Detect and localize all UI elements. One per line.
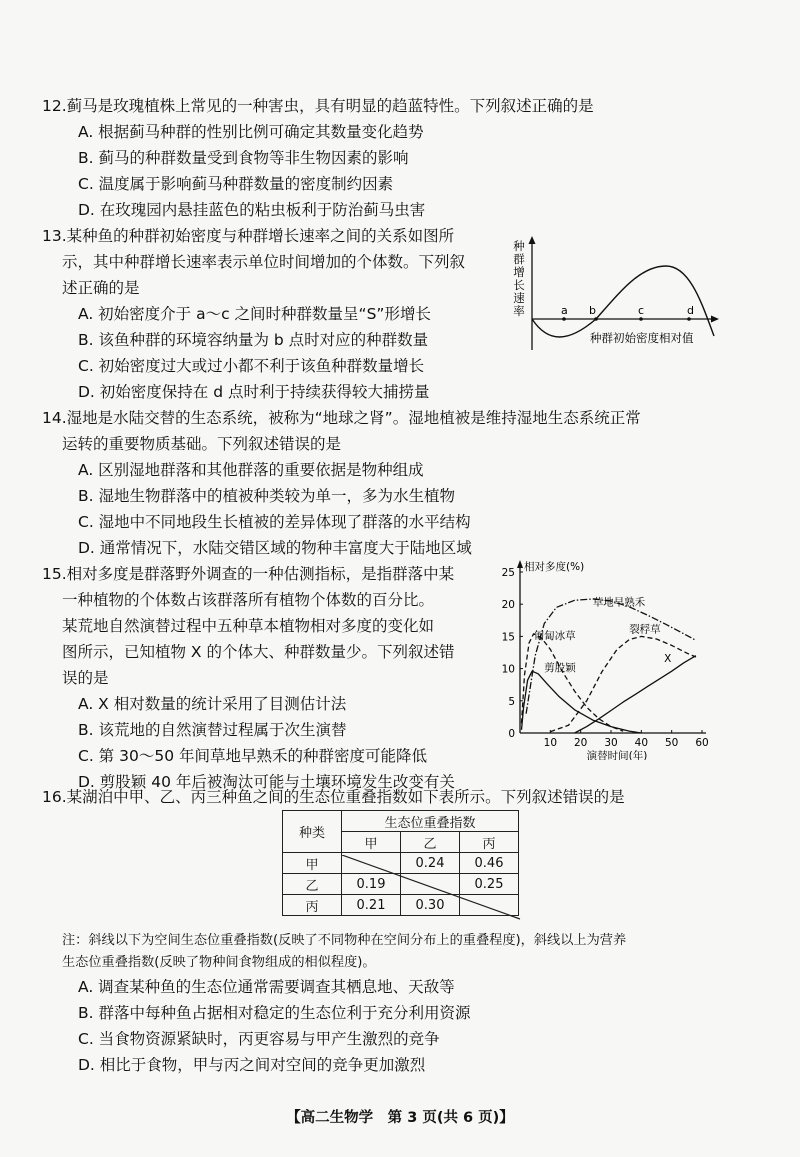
q15-stem-line1: 15.相对多度是群落野外调查的一种估测指标，是指群落中某 [42,565,455,583]
q14-option-a: A. 区别湿地群落和其他群落的重要依据是物种组成 [78,461,424,479]
q13-point-d-dot [687,317,691,321]
series-label-2: 匍匐冰草 [533,629,576,642]
q16-option-c: C. 当食物资源紧缺时，丙更容易与甲产生激烈的竞争 [78,1030,440,1048]
q13-point-a-label: a [561,304,568,317]
table-cell: 0.21 [342,895,401,916]
table-row-label: 乙 [283,874,342,895]
q13-option-d: D. 初始密度保持在 d 点时利于持续获得较大捕捞量 [78,383,430,401]
series-label-5: X [664,653,672,666]
q13-y-label: 种群增长速率 [513,239,525,318]
table-cell: 0.19 [342,874,401,895]
q16-option-b: B. 群落中每种鱼占据相对稳定的生态位利于充分利用资源 [78,1004,471,1022]
q15-stem-line5: 误的是 [62,669,109,687]
q13-y-arrow [529,236,536,244]
q14-option-d: D. 通常情况下，水陆交错区域的物种丰富度大于陆地区域 [78,539,472,557]
y-axis-arrow [517,560,523,568]
series-label-1: 草地早熟禾 [592,596,646,609]
y-tick-label: 15 [501,631,515,644]
q12-stem: 12.蓟马是玫瑰植株上常见的一种害虫，具有明显的趋蓝特性。下列叙述正确的是 [42,97,594,115]
table-col-head: 丙 [460,832,519,853]
q13-point-c-dot [639,317,643,321]
q12-option-d: D. 在玫瑰园内悬挂蓝色的粘虫板利于防治蓟马虫害 [78,201,426,219]
q14-stem-line2: 运转的重要物质基础。下列叙述错误的是 [62,435,342,453]
y-tick-label: 10 [501,663,515,676]
table-group-header: 生态位重叠指数 [342,811,519,832]
table-cell: 0.30 [401,895,460,916]
table-row-label: 甲 [283,853,342,874]
series-label-4: 剪股颖 [544,662,576,675]
table-corner-cell: 种类 [283,811,342,853]
q12-option-a: A. 根据蓟马种群的性别比例可确定其数量变化趋势 [78,123,424,141]
q16-option-d: D. 相比于食物，甲与丙之间对空间的竞争更加激烈 [78,1056,426,1074]
q13-option-c: C. 初始密度过大或过小都不利于该鱼种群数量增长 [78,357,425,375]
q13-stem-line1: 13.某种鱼的种群初始密度与种群增长速率之间的关系如图所 [42,227,455,245]
table-col-head: 乙 [401,832,460,853]
page-footer: 【高二生物学 第 3 页(共 6 页)】 [286,1110,514,1126]
q14-option-c: C. 湿地中不同地段生长植被的差异体现了群落的水平结构 [78,513,471,531]
x-tick-label: 10 [543,737,558,749]
x-tick-label: 20 [573,737,588,749]
table-row-label: 丙 [283,895,342,916]
y-tick-label: 5 [508,695,515,708]
series-label-3: 裂稃草 [629,623,661,636]
q15-stem-line2: 一种植物的个体数占该群落所有植物个体数的百分比。 [62,591,435,609]
q13-point-a-dot [562,317,566,321]
q13-stem-line2: 示，其中种群增长速率表示单位时间增加的个体数。下列叙 [62,253,466,271]
q16-note-line1: 注：斜线以下为空间生态位重叠指数(反映了不同物种在空间分布上的重叠程度)，斜线以上为营养 [62,933,627,948]
abundance-chart [492,558,714,760]
q16-note-line2: 生态位重叠指数(反映了物种间食物组成的相似程度)。 [62,955,376,970]
q13-option-a: A. 初始密度介于 a～c 之间时种群数量呈“S”形增长 [78,305,431,323]
q15-option-b: B. 该荒地的自然演替过程属于次生演替 [78,721,347,739]
q13-point-d-label: d [687,304,694,317]
x-tick-label: 60 [695,737,709,749]
series-line-3 [550,636,696,731]
table-cell: 0.24 [401,853,460,874]
q14-stem-line1: 14.湿地是水陆交替的生态系统，被称为“地球之肾”。湿地植被是维持湿地生态系统正常 [42,409,641,427]
q13-growth-curve [532,266,714,337]
y-tick-label: 25 [501,567,515,579]
x-tick-label: 40 [634,737,649,749]
q15-option-a: A. X 相对数量的统计采用了目测估计法 [78,695,347,713]
table-diagonal-line [342,855,522,921]
q13-point-b-dot [594,317,598,321]
q15-stem-line4: 图所示，已知植物 X 的个体大、种群数量少。下列叙述错 [62,643,455,661]
q13-point-b-label: b [589,304,596,317]
y-tick-label: 0 [508,728,515,740]
q13-growth-rate-figure [508,232,728,362]
table-cell: 0.46 [460,853,519,874]
q15-stem-line3: 某荒地自然演替过程中五种草本植物相对多度的变化如 [62,617,435,635]
q13-x-arrow [711,316,719,323]
x-tick-label: 30 [604,737,618,749]
q16-stem: 16.某湖泊中甲、乙、丙三种鱼之间的生态位重叠指数如下表所示。下列叙述错误的是 [42,788,625,806]
q15-option-c: C. 第 30～50 年间草地早熟禾的种群密度可能降低 [78,747,427,765]
q12-option-c: C. 温度属于影响蓟马种群数量的密度制约因素 [78,175,394,193]
q13-x-label: 种群初始密度相对值 [590,331,694,345]
table-col-head: 甲 [342,832,401,853]
q15-option-d: D. 剪股颖 40 年后被淘汰可能与土壤环境发生改变有关 [78,773,455,791]
q13-option-b: B. 该鱼种群的环境容纳量为 b 点时对应的种群数量 [78,331,429,349]
q13-point-c-label: c [638,304,645,317]
y-axis-label: 相对多度(%) [524,561,585,573]
q14-option-b: B. 湿地生物群落中的植被种类较为单一，多为水生植物 [78,487,455,505]
q16-option-a: A. 调查某种鱼的生态位通常需要调查其栖息地、天敌等 [78,978,455,996]
q12-option-b: B. 蓟马的种群数量受到食物等非生物因素的影响 [78,149,409,167]
x-axis-label: 演替时间(年) [586,750,648,760]
table-cell: 0.25 [460,874,519,895]
series-line-5 [575,656,696,733]
x-tick-label: 50 [664,737,679,749]
y-tick-label: 20 [501,599,515,612]
q13-stem-line3: 述正确的是 [62,279,140,297]
